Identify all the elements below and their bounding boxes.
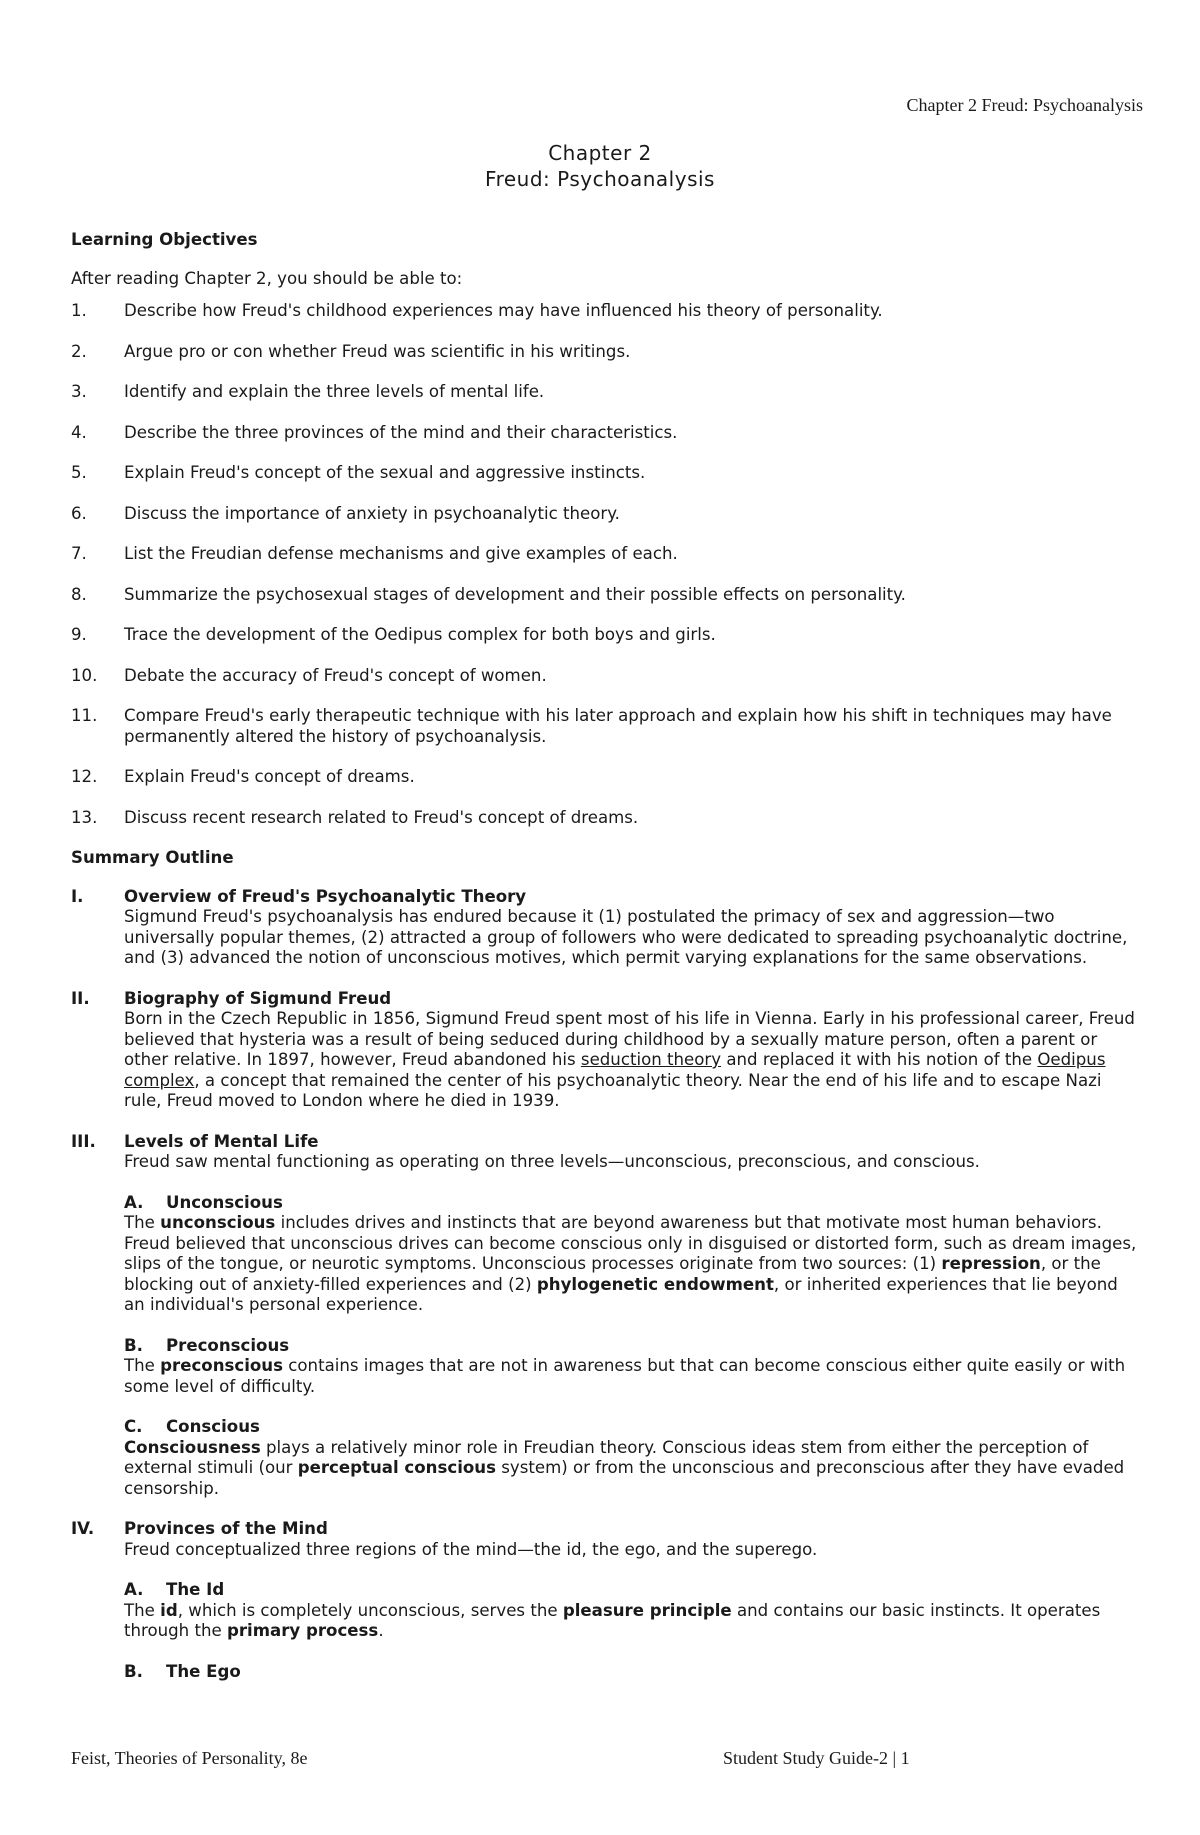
footer-book-title: Feist, Theories of Personality, 8e (71, 1748, 308, 1768)
text-run: , which is completely unconscious, serves the (177, 1600, 563, 1620)
objective-item (71, 544, 1141, 565)
bold-term: perceptual conscious (297, 1458, 496, 1477)
subsection (124, 1193, 1141, 1316)
objective-number: 12. (71, 767, 98, 786)
objective-text: Explain Freud's concept of dreams. (124, 767, 415, 786)
summary-outline-heading: Summary Outline (71, 848, 234, 867)
subsection-title-text: Unconscious (166, 1192, 283, 1212)
subsection-letter: A. (124, 1580, 144, 1599)
objective-item (71, 808, 1141, 829)
learning-objectives-heading: Learning Objectives (71, 230, 258, 249)
objective-number: 5. (71, 463, 87, 482)
objective-item (71, 342, 1141, 363)
chapter-title (0, 140, 1200, 192)
subsection-letter: C. (124, 1417, 143, 1436)
text-run: The (124, 1600, 161, 1620)
outline-section (71, 1519, 1141, 1682)
subsection-text (124, 1356, 1141, 1397)
objective-number: 8. (71, 584, 87, 604)
section-numeral: IV. (71, 1519, 95, 1538)
section-text (124, 1009, 1141, 1112)
bold-term: repression (941, 1254, 1041, 1273)
objective-text: Describe how Freud's childhood experiences may have influenced his theory of personality. (124, 301, 883, 320)
bold-term: preconscious (160, 1356, 283, 1375)
section-body (124, 989, 1141, 1112)
subsection-title-text: Conscious (166, 1417, 260, 1436)
subsection-title (124, 1580, 1141, 1601)
bold-term: phylogenetic endowment (536, 1274, 774, 1294)
subsection-text (124, 1601, 1141, 1642)
text-run: , or inherited experiences that lie beyond an individual's personal experience. (124, 1274, 1118, 1314)
bold-term: Consciousness (124, 1437, 261, 1457)
text-run: system) or from the unconscious and preconscious after they have evaded censorship. (124, 1458, 1125, 1498)
text-run: The (124, 1213, 161, 1232)
underlined-term: seduction theory (580, 1050, 722, 1069)
subsection (124, 1336, 1141, 1398)
objective-text: Identify and explain the three levels of mental life. (124, 382, 545, 401)
section-text: Freud conceptualized three regions of the mind—the id, the ego, and the superego. (124, 1539, 818, 1559)
chapter-subtitle: Freud: Psychoanalysis (485, 167, 715, 191)
text-run: and replaced it with his notion of the (721, 1050, 1038, 1069)
objective-item (71, 301, 1141, 322)
subsection-letter: B. (124, 1661, 143, 1681)
objective-text: Summarize the psychosexual stages of development and their possible effects on personality. (124, 584, 906, 604)
objective-text: Trace the development of the Oedipus complex for both boys and girls. (124, 625, 716, 644)
objective-item (71, 463, 1141, 484)
objective-text: Argue pro or con whether Freud was scientific in his writings. (124, 341, 631, 361)
text-run: . (378, 1621, 384, 1640)
subsection-title (124, 1662, 1141, 1683)
objective-number: 3. (71, 382, 87, 401)
objective-text: Discuss recent research related to Freud's concept of dreams. (124, 807, 639, 827)
subsection-text (124, 1213, 1141, 1316)
subsection-title (124, 1336, 1141, 1357)
objective-number: 10. (71, 665, 98, 685)
text-run: and contains our basic instincts. It operates through the (124, 1600, 1101, 1640)
underlined-term: Oedipus complex (124, 1050, 1106, 1090)
outline-section (71, 989, 1141, 1112)
subsection-letter: B. (124, 1335, 143, 1355)
text-run: The (124, 1356, 161, 1375)
objective-item (71, 767, 1141, 788)
subsection-title (124, 1417, 1141, 1438)
section-text: Sigmund Freud's psychoanalysis has endured because it (1) postulated the primacy of sex and aggression—two universally popular themes, (2) attracted a group of followers who were dedicated to spreading psychoanalytic doctrine, and (3) advanced the notion of unconscious motives, which permit varying explanations for the same observations. (124, 907, 1128, 967)
objective-number: 2. (71, 341, 87, 361)
subsection-title (124, 1193, 1141, 1214)
learning-objectives-intro: After reading Chapter 2, you should be able to: (71, 268, 463, 288)
bold-term: pleasure principle (562, 1600, 732, 1620)
text-run: contains images that are not in awareness but that can become conscious either quite easily or with some level of difficulty. (124, 1356, 1126, 1396)
section-numeral: I. (71, 886, 84, 906)
objective-number: 1. (71, 301, 87, 320)
text-run: , or the blocking out of anxiety-filled experiences and (2) (124, 1254, 1101, 1294)
section-body (124, 887, 1141, 969)
section-title: Levels of Mental Life (124, 1131, 319, 1151)
subsection-letter: A. (124, 1192, 144, 1212)
subsection-title-text: The Ego (166, 1661, 241, 1681)
text-run: plays a relatively minor role in Freudian theory. Conscious ideas stem from either the perception of external stimuli (our (124, 1437, 1089, 1477)
objective-number: 9. (71, 625, 87, 644)
section-text: Freud saw mental functioning as operating on three levels—unconscious, preconscious, and conscious. (124, 1152, 980, 1171)
text-run: includes drives and instincts that are beyond awareness but that motivate most human behaviors. Freud believed that unconscious drives can become conscious only in disguised or distorted form, such as dream images, slips of the tongue, or neurotic symptoms. Unconscious processes originate from two sources: (1) (124, 1213, 1137, 1273)
bold-term: id (160, 1600, 178, 1620)
subsection (124, 1662, 1141, 1683)
main-content (71, 230, 1141, 1702)
section-title: Overview of Freud's Psychoanalytic Theory (124, 886, 527, 906)
objective-text: Compare Freud's early therapeutic technique with his later approach and explain how his shift in techniques may have permanently altered the history of psychoanalysis. (124, 706, 1112, 746)
objective-text: Debate the accuracy of Freud's concept of women. (124, 665, 547, 685)
section-numeral: II. (71, 988, 90, 1008)
chapter-number: Chapter 2 (548, 141, 652, 165)
outline-section (71, 887, 1141, 969)
subsection (124, 1417, 1141, 1499)
section-title: Biography of Sigmund Freud (124, 988, 392, 1008)
text-run: Born in the Czech Republic in 1856, Sigmund Freud spent most of his life in Vienna. Early in his professional career, Freud believed that hysteria was a result of being seduced during childhood by a sexually mature person, often a parent or other relative. In 1897, however, Freud abandoned his (124, 1009, 1135, 1069)
objective-item (71, 585, 1141, 606)
section-body (124, 1519, 1141, 1682)
objective-text: List the Freudian defense mechanisms and give examples of each. (124, 544, 678, 563)
subsection (124, 1580, 1141, 1642)
objective-item (71, 504, 1141, 525)
running-header: Chapter 2 Freud: Psychoanalysis (906, 95, 1143, 115)
objective-number: 4. (71, 422, 87, 442)
footer-page-number: Student Study Guide-2 | 1 (723, 1748, 910, 1768)
objective-number: 11. (71, 706, 98, 725)
objective-text: Discuss the importance of anxiety in psychoanalytic theory. (124, 503, 620, 523)
bold-term: primary process (226, 1621, 379, 1640)
section-body (124, 1132, 1141, 1500)
subsection-title-text: Preconscious (166, 1335, 290, 1355)
outline-section (71, 1132, 1141, 1500)
objective-item (71, 382, 1141, 403)
objective-item (71, 625, 1141, 646)
objectives-list (71, 301, 1141, 828)
objective-number: 7. (71, 544, 87, 563)
objective-text: Explain Freud's concept of the sexual and aggressive instincts. (124, 463, 646, 482)
objective-text: Describe the three provinces of the mind and their characteristics. (124, 422, 678, 442)
objective-item (71, 706, 1141, 747)
subsection-title-text: The Id (166, 1580, 225, 1599)
subsection-text (124, 1438, 1141, 1500)
text-run: , a concept that remained the center of his psychoanalytic theory. Near the end of his life and to escape Nazi rule, Freud moved to London where he died in 1939. (124, 1070, 1102, 1110)
objective-number: 13. (71, 807, 98, 827)
section-numeral: III. (71, 1131, 96, 1151)
section-title: Provinces of the Mind (124, 1519, 328, 1538)
objective-item (71, 423, 1141, 444)
objective-item (71, 666, 1141, 687)
bold-term: unconscious (160, 1213, 276, 1232)
objective-number: 6. (71, 503, 87, 523)
